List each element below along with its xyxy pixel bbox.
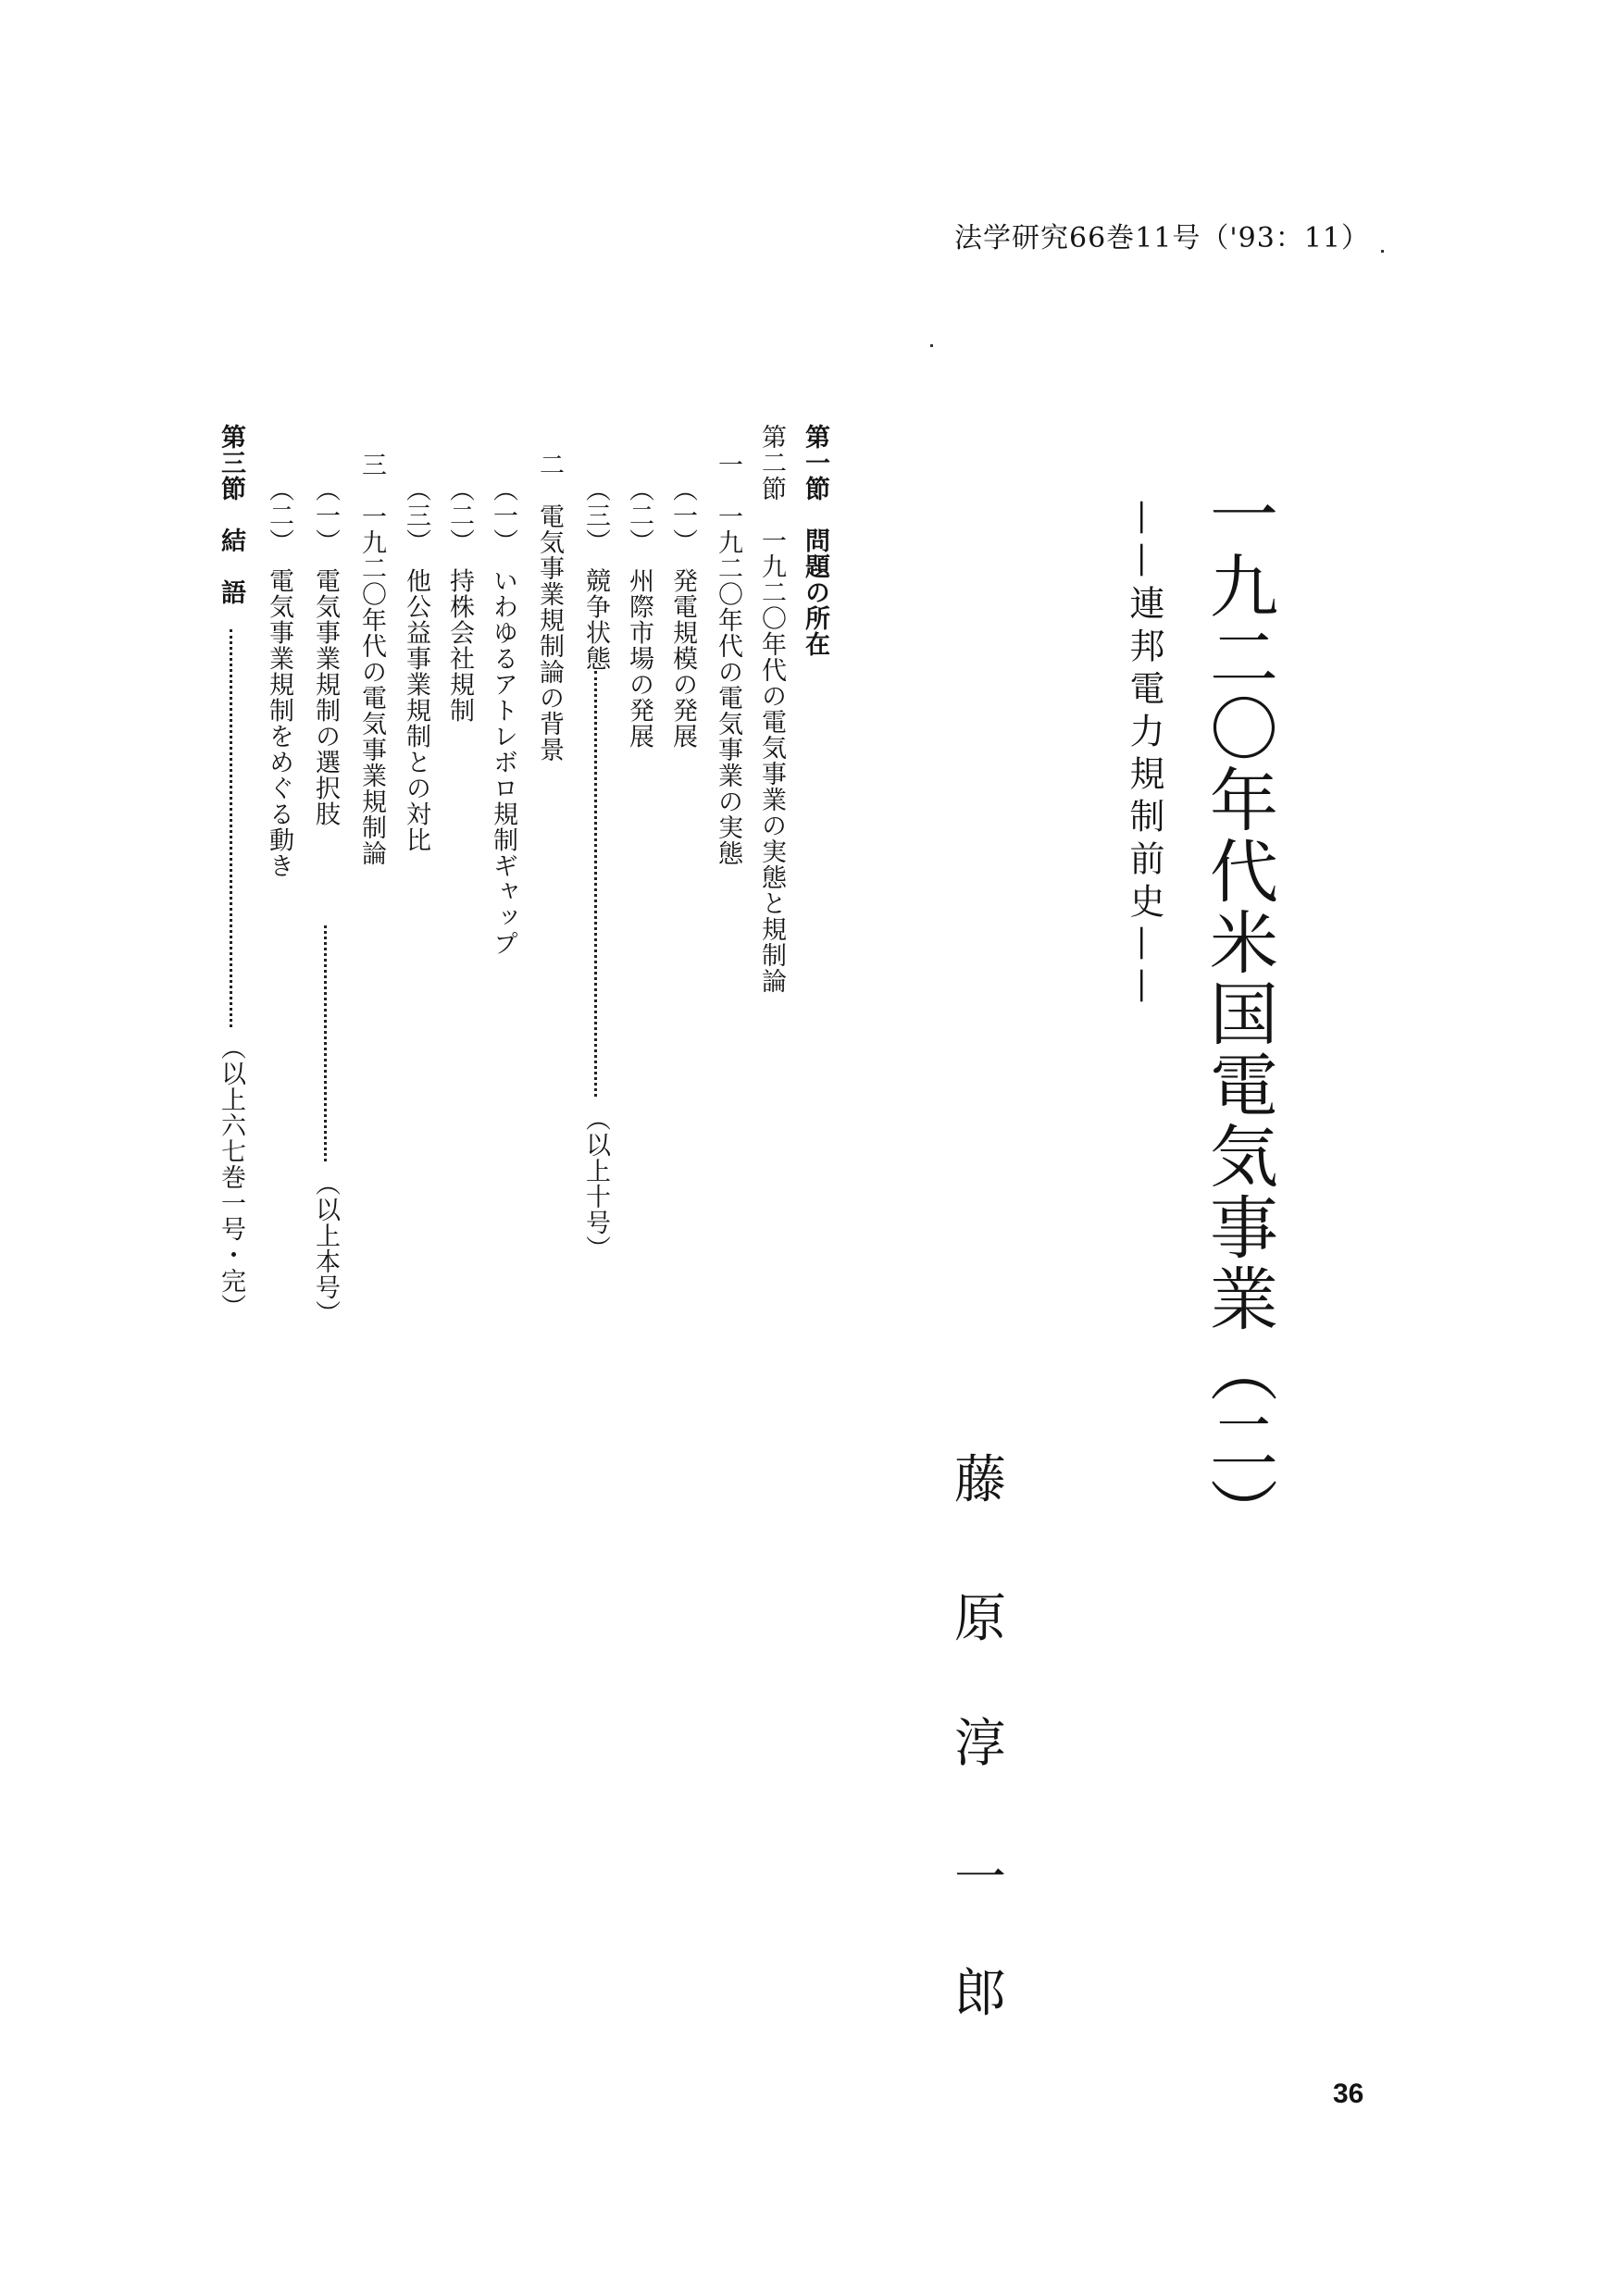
- scan-speck: [1381, 250, 1384, 253]
- toc-note-14: （以上六七巻一号・完）: [217, 1035, 245, 1320]
- toc-leader-12: [324, 925, 327, 1161]
- toc-entry-7: 二 電気事業規制論の背景: [535, 452, 564, 763]
- toc-entry-6: （三） 競争状態: [581, 477, 610, 672]
- author-char-4: 一: [954, 1848, 1006, 1908]
- article-subtitle: ——連邦電力規制前史——: [1124, 500, 1164, 1011]
- author-char-1: 藤: [954, 1450, 1006, 1510]
- toc-entry-4: （一） 発電規模の発展: [668, 477, 697, 750]
- toc-entry-11: 三 一九二〇年代の電気事業規制論: [357, 452, 386, 866]
- toc-note-12: （以上本号）: [311, 1171, 340, 1326]
- toc-entry-12: （一） 電気事業規制の選択肢: [311, 477, 340, 827]
- toc-entry-5: （二） 州際市場の発展: [625, 477, 653, 750]
- author-char-2: 原: [954, 1589, 1006, 1649]
- page-number: 36: [1333, 2079, 1364, 2109]
- article-title: 一九二〇年代米国電気事業（二）: [1199, 479, 1278, 1548]
- toc-entry-14: 第三節 結 語: [217, 424, 245, 605]
- toc-entry-9: （二） 持株会社規制: [445, 477, 474, 724]
- toc-entry-1: 第一節 問題の所在: [801, 424, 829, 657]
- toc-leader-6: [594, 671, 597, 1097]
- scan-speck: [930, 344, 933, 347]
- author-char-3: 淳: [954, 1714, 1006, 1774]
- journal-citation: 法学研究66巻11号（'93：11）: [954, 222, 1370, 254]
- toc-entry-8: （一） いわゆるアトレボロ規制ギャップ: [489, 477, 517, 957]
- toc-entry-2: 第二節 一九二〇年代の電気事業の実態と規制論: [757, 424, 786, 994]
- author-char-5: 郎: [954, 1964, 1006, 2024]
- toc-entry-13: （二） 電気事業規制をめぐる動き: [265, 477, 293, 879]
- toc-note-6: （以上十号）: [581, 1106, 610, 1261]
- toc-leader-14: [230, 629, 232, 1027]
- toc-entry-10: （三） 他公益事業規制との対比: [402, 477, 430, 853]
- toc-entry-3: 一 一九二〇年代の電気事業の実態: [714, 452, 742, 866]
